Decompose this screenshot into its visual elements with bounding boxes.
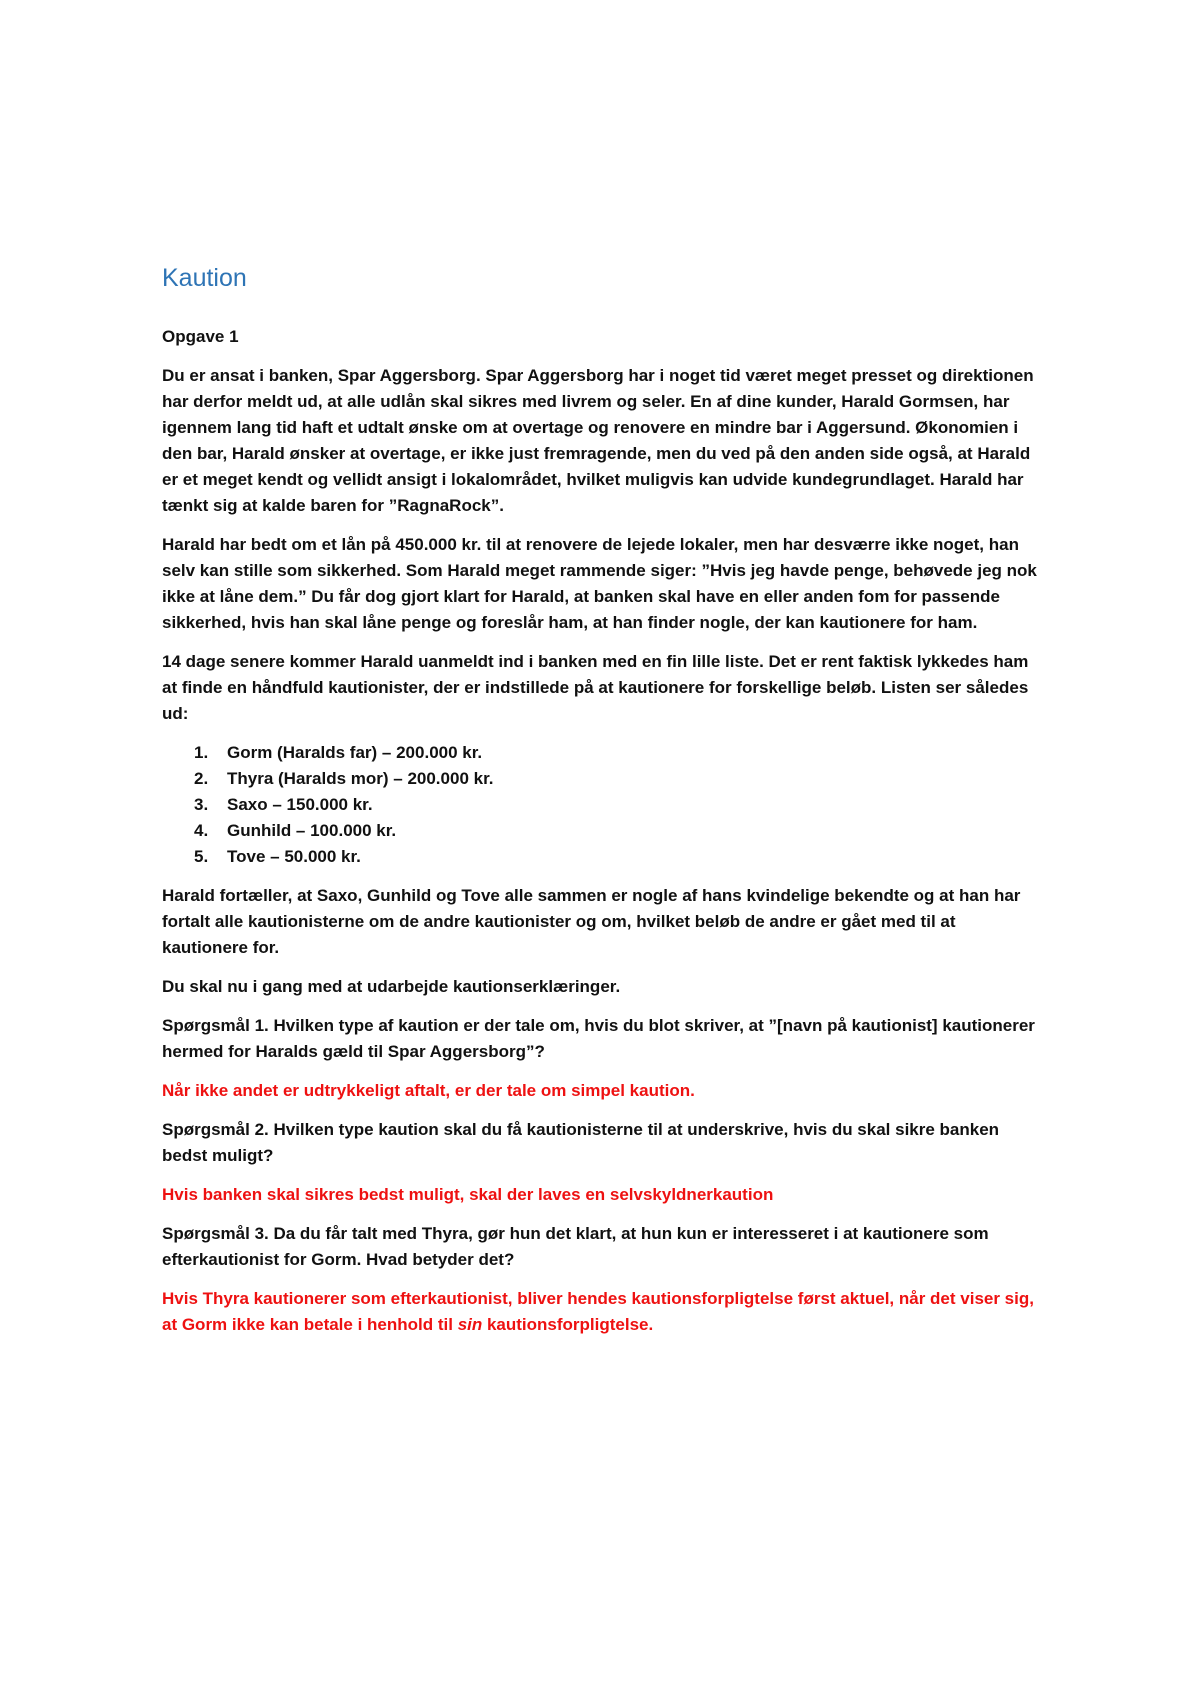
list-item-text: Saxo – 150.000 kr.	[227, 795, 373, 814]
answer-3-text-start: Hvis Thyra kautionerer som efterkautionist, bliver hendes kautionsforpligtelse først aktuel, når det viser sig, at Gorm ikke kan betale i henhold til	[162, 1289, 1034, 1334]
list-item-text: Tove – 50.000 kr.	[227, 847, 361, 866]
list-item	[162, 766, 1042, 792]
list-item-number: 4.	[194, 821, 209, 840]
section-heading: Opgave 1	[162, 327, 239, 346]
document-title: Kaution	[162, 264, 247, 292]
list-item-number: 2.	[194, 769, 209, 788]
answer-3-text-end: kautionsforpligtelse.	[482, 1315, 654, 1334]
list-item-text: Thyra (Haralds mor) – 200.000 kr.	[227, 769, 494, 788]
list-item	[162, 792, 1042, 818]
list-item	[162, 818, 1042, 844]
guarantor-list	[162, 740, 1042, 870]
answer-2: Hvis banken skal sikres bedst muligt, skal der laves en selvskyldnerkaution	[162, 1185, 774, 1204]
paragraph-intro: Du er ansat i banken, Spar Aggersborg. Spar Aggersborg har i noget tid været meget presset og direktionen har derfor meldt ud, at alle udlån skal sikres med livrem og seler. En af dine kunder, Harald Gormsen, har igennem lang tid haft et udtalt ønske om at overtage og renovere en mindre bar i Aggersund. Økonomien i den bar, Harald ønsker at overtage, er ikke just fremragende, men du ved på den anden side også, at Harald er et meget kendt og vellidt ansigt i lokalområdet, hvilket muligvis kan udvide kundegrundlaget. Harald har tænkt sig at kalde baren for ”RagnaRock”.	[162, 366, 1034, 515]
list-item-text: Gorm (Haralds far) – 200.000 kr.	[227, 743, 483, 762]
paragraph-guarantor-list-intro: 14 dage senere kommer Harald uanmeldt ind i banken med en fin lille liste. Det er rent faktisk lykkedes ham at finde en håndfuld kautionister, der er indstillede på at kautionere for forskellige beløb. Listen ser således ud:	[162, 652, 1029, 723]
question-1: Spørgsmål 1. Hvilken type af kaution er der tale om, hvis du blot skriver, at ”[navn på kautionist] kautionerer hermed for Haralds gæld til Spar Aggersborg”?	[162, 1016, 1035, 1061]
answer-3-emphasis: sin	[457, 1315, 483, 1334]
paragraph-task: Du skal nu i gang med at udarbejde kautionserklæringer.	[162, 977, 621, 996]
list-item-number: 3.	[194, 795, 209, 814]
question-2: Spørgsmål 2. Hvilken type kaution skal du få kautionisterne til at underskrive, hvis du skal sikre banken bedst muligt?	[162, 1120, 1000, 1165]
list-item	[162, 740, 1042, 766]
paragraph-loan-request: Harald har bedt om et lån på 450.000 kr. til at renovere de lejede lokaler, men har desværre ikke noget, han selv kan stille som sikkerhed. Som Harald meget rammende siger: ”Hvis jeg havde penge, behøvede jeg nok ikke at låne dem.” Du får dog gjort klart for Harald, at banken skal have en eller anden fom for passende sikkerhed, hvis han skal låne penge og foreslår ham, at han finder nogle, der kan kautionere for ham.	[162, 535, 1037, 632]
question-3: Spørgsmål 3. Da du får talt med Thyra, gør hun det klart, at hun kun er interesseret i at kautionere som efterkautionist for Gorm. Hvad betyder det?	[162, 1224, 989, 1269]
answer-1: Når ikke andet er udtrykkeligt aftalt, er der tale om simpel kaution.	[162, 1081, 695, 1100]
list-item-number: 5.	[194, 847, 209, 866]
document-content	[162, 262, 1042, 1351]
list-item-number: 1.	[194, 743, 209, 762]
paragraph-guarantors-informed: Harald fortæller, at Saxo, Gunhild og Tove alle sammen er nogle af hans kvindelige bekendte og at han har fortalt alle kautionisterne om de andre kautionister og om, hvilket beløb de andre er gået med til at kautionere for.	[162, 886, 1021, 957]
answer-3	[162, 1286, 1042, 1338]
list-item-text: Gunhild – 100.000 kr.	[227, 821, 397, 840]
list-item	[162, 844, 1042, 870]
